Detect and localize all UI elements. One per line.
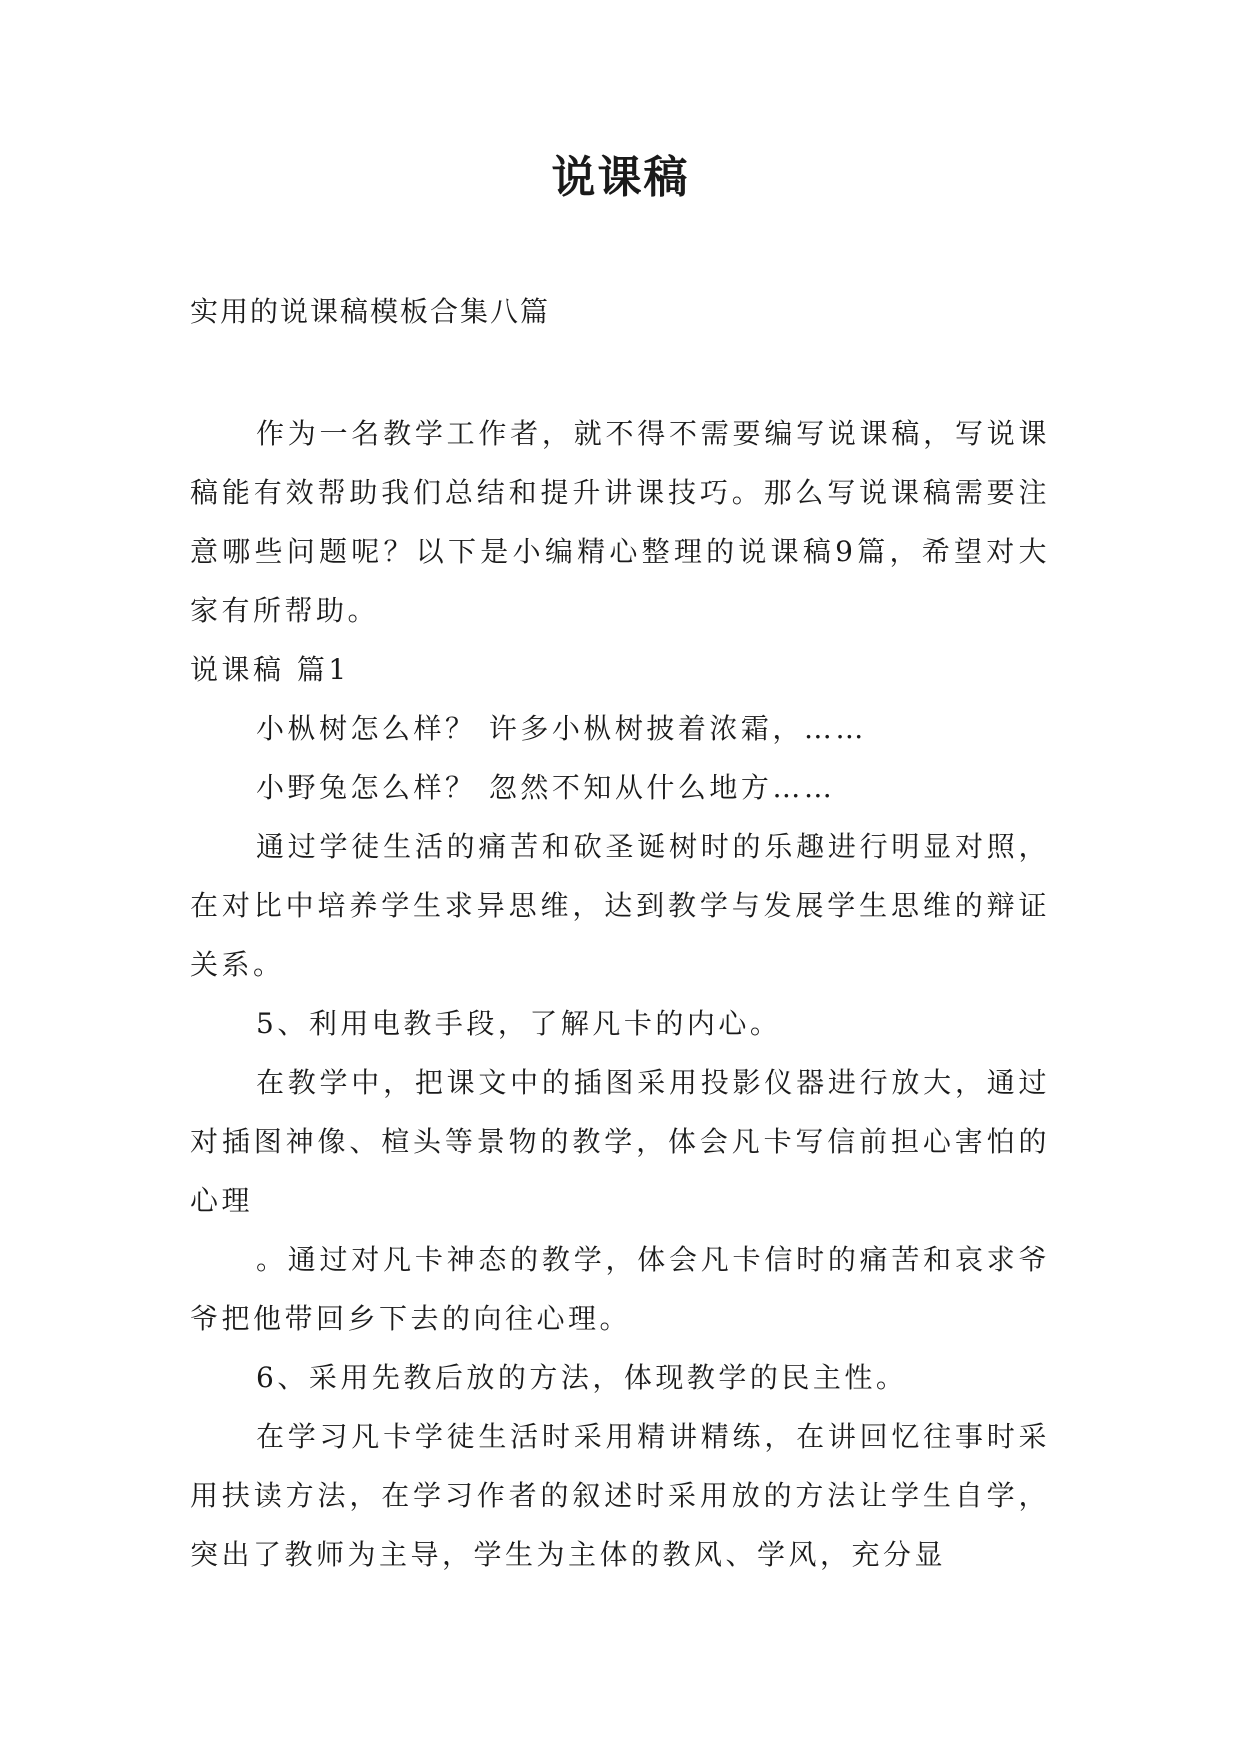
document-subtitle: 实用的说课稿模板合集八篇 [190,295,551,328]
paragraph: 小枞树怎么样？ 许多小枞树披着浓霜，…… [256,712,867,745]
paragraph-intro: 作为一名教学工作者，就不得不需要编写说课稿，写说课稿能有效帮助我们总结和提升讲课技巧。那么写说课稿需要注意哪些问题呢？以下是小编精心整理的说课稿9篇，希望对大家有所帮助。 [190,417,1050,627]
page-title: 说课稿 [551,152,690,203]
section-heading: 说课稿 篇1 [190,653,350,686]
paragraph: 5、利用电教手段，了解凡卡的内心。 [256,1007,782,1040]
document-body [190,404,1050,1584]
paragraph: 在学习凡卡学徒生活时采用精讲精练，在讲回忆往事时采用扶读方法，在学习作者的叙述时采用放的方法让学生自学，突出了教师为主导，学生为主体的教风、学风，充分显 [190,1420,1050,1571]
paragraph: 通过学徒生活的痛苦和砍圣诞树时的乐趣进行明显对照，在对比中培养学生求异思维，达到教学与发展学生思维的辩证关系。 [190,830,1050,981]
paragraph: 小野兔怎么样？ 忽然不知从什么地方…… [256,771,836,804]
paragraph: 。通过对凡卡神态的教学，体会凡卡信时的痛苦和哀求爷爷把他带回乡下去的向往心理。 [190,1243,1050,1335]
paragraph: 在教学中，把课文中的插图采用投影仪器进行放大，通过对插图神像、楦头等景物的教学，体会凡卡写信前担心害怕的心理 [190,1066,1050,1217]
paragraph: 6、采用先教后放的方法，体现教学的民主性。 [256,1361,908,1394]
